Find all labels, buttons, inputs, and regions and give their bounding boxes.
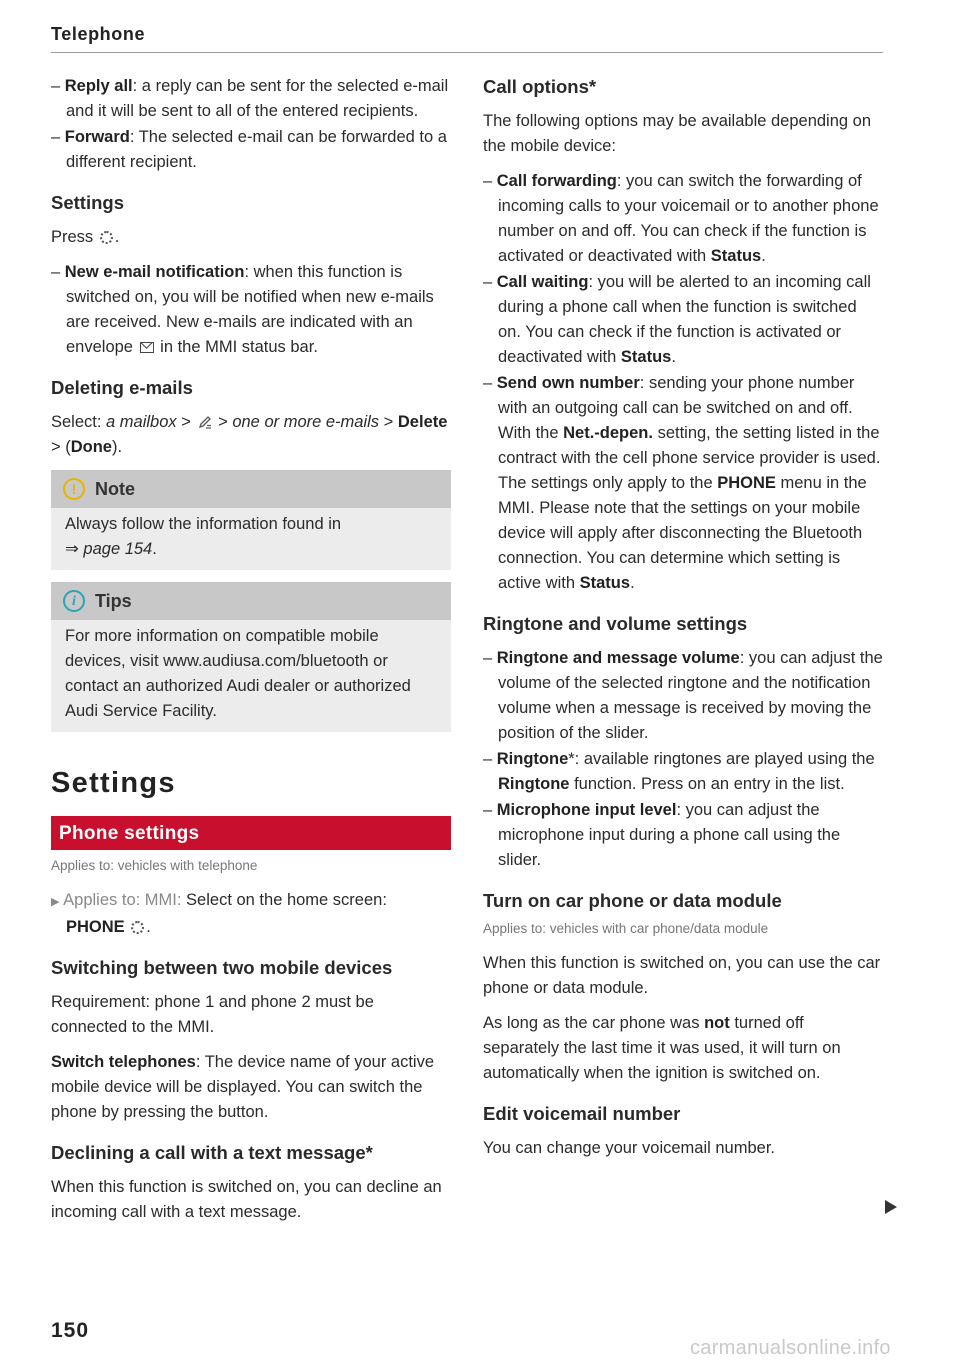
section-title-settings: Settings <box>51 767 176 799</box>
list-item-forward: – Forward: The selected e-mail can be forwarded to a different recipient. <box>51 125 451 175</box>
heading-turn-on-car-phone: Turn on car phone or data module <box>483 890 782 911</box>
switch-telephones-text: Switch telephones: The device name of your active mobile device will be displayed. You can switch the phone by pressing the button. <box>51 1053 435 1121</box>
requirement-text: Requirement: phone 1 and phone 2 must be connected to the MMI. <box>51 993 374 1036</box>
page-header <box>51 22 883 53</box>
list-item-send-own-number: – Send own number: sending your phone number with an outgoing call can be switched on and off. With the Net.-depen. setting, the setting listed in the contract with the cell phone service provider is used. The settings only apply to the PHONE menu in the MMI. Please note that the settings on your mobile device will apply after disconnecting the Bluetooth connection. You can determine which setting is active with Status. <box>483 371 883 596</box>
list-item-call-waiting: – Call waiting: you will be alerted to an incoming call during a phone call when the function is switched on. You can check if the function is activated or deactivated with Status. <box>483 270 883 370</box>
tips-body: For more information on compatible mobile devices, visit www.audiusa.com/bluetooth or contact an authorized Audi dealer or authorized Audi Service Facility. <box>65 627 411 720</box>
heading-edit-voicemail: Edit voicemail number <box>483 1103 681 1124</box>
note-label: Note <box>95 478 135 499</box>
as-long-text: As long as the car phone was not turned off separately the last time it was used, it will turn on automatically when the ignition is switched on. <box>483 1014 841 1082</box>
step-arrow-icon: ▶ <box>51 896 60 908</box>
header-title: Telephone <box>51 24 146 44</box>
note-header <box>51 470 451 508</box>
heading-ringtone-volume: Ringtone and volume settings <box>483 613 748 634</box>
heading-switching-devices: Switching between two mobile devices <box>51 957 393 978</box>
pencil-icon <box>197 414 213 430</box>
gear-icon <box>100 231 113 244</box>
continue-arrow-icon <box>885 1200 897 1214</box>
left-column <box>51 74 451 1235</box>
tips-header <box>51 582 451 620</box>
declining-text: When this function is switched on, you can decline an incoming call with a text message. <box>51 1178 442 1221</box>
list-item-reply-all: – Reply all: a reply can be sent for the selected e-mail and it will be sent to all of the entered recipients. <box>51 74 451 124</box>
tips-box <box>51 582 451 732</box>
call-options-intro: The following options may be available depending on the mobile device: <box>483 112 872 155</box>
list-item-new-email: – New e-mail notification: when this function is switched on, you will be notified when new e-mails are received. New e-mails are indicated with an envelope in the MMI status bar. <box>51 260 451 360</box>
delete-instructions: Select: a mailbox > > one or more e-mails > Delete > (Done). <box>51 413 448 456</box>
list-item-ringtone: – Ringtone*: available ringtones are played using the Ringtone function. Press on an entry in the list. <box>483 747 883 797</box>
note-page-link[interactable]: ⇒ page 154 <box>65 540 153 558</box>
turn-on-applies: Applies to: vehicles with car phone/data module <box>483 921 769 936</box>
email-options-list <box>51 74 451 175</box>
press-settings-text: Press . <box>51 228 120 246</box>
right-column <box>483 74 883 1171</box>
page-number: 150 <box>51 1319 90 1342</box>
gear-icon <box>131 921 144 934</box>
list-item-ringtone-volume: – Ringtone and message volume: you can adjust the volume of the selected ringtone and the notification volume when a message is received by moving the position of the slider. <box>483 646 883 746</box>
phone-settings-bar: Phone settings <box>51 816 451 850</box>
step-instruction: ▶ Applies to: MMI: Select on the home screen: PHONE . <box>51 891 387 936</box>
envelope-icon <box>140 342 154 353</box>
applies-to-text: Applies to: vehicles with telephone <box>51 858 258 873</box>
edit-voicemail-text: You can change your voicemail number. <box>483 1139 775 1157</box>
note-body: Always follow the information found in ⇒ page 154. <box>65 515 342 558</box>
heading-settings: Settings <box>51 192 124 213</box>
watermark: carmanualsonline.info <box>690 1337 891 1359</box>
call-options-list <box>483 169 883 596</box>
list-item-call-forwarding: – Call forwarding: you can switch the forwarding of incoming calls to your voicemail or to another phone number on and off. You can check if the function is activated or deactivated with Status. <box>483 169 883 269</box>
heading-call-options: Call options* <box>483 76 597 97</box>
info-icon: i <box>63 590 85 612</box>
heading-declining-call: Declining a call with a text message* <box>51 1142 373 1163</box>
note-box <box>51 470 451 570</box>
settings-list <box>51 260 451 360</box>
ringtone-list <box>483 646 883 873</box>
heading-deleting-emails: Deleting e-mails <box>51 377 193 398</box>
note-icon: ! <box>63 478 85 500</box>
list-item-microphone: – Microphone input level: you can adjust the microphone input during a phone call using the slider. <box>483 798 883 873</box>
tips-label: Tips <box>95 590 132 611</box>
turn-on-text: When this function is switched on, you can use the car phone or data module. <box>483 954 881 997</box>
